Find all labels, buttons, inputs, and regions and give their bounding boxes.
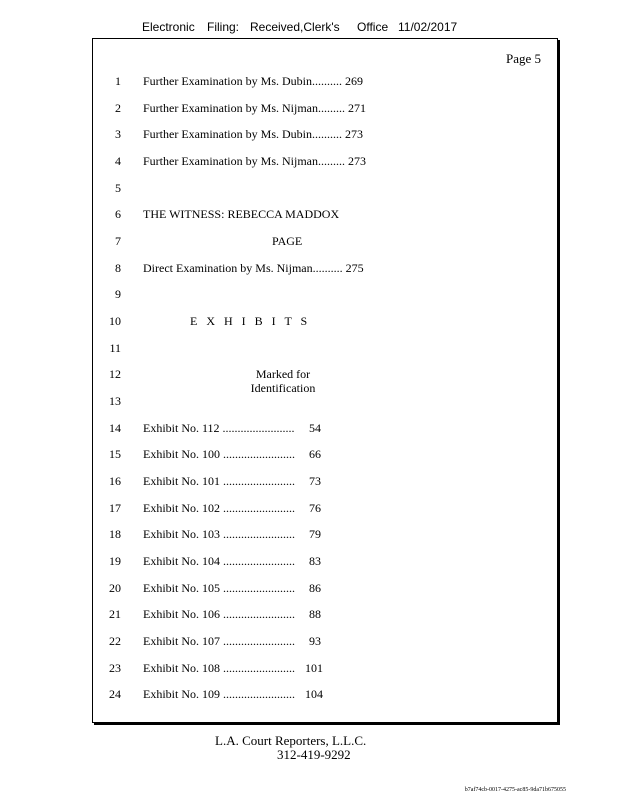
exhibit-label: Exhibit No. 102 ........................: [143, 501, 295, 515]
line-number: 16: [109, 474, 121, 488]
line-number: 18: [109, 527, 121, 541]
exhibit-row: [93, 554, 557, 570]
exhibit-label: Exhibit No. 108 ........................: [143, 661, 295, 675]
exhibit-label: Exhibit No. 109 ........................: [143, 687, 295, 701]
filing-stamp: [0, 20, 618, 36]
document-id: b7af74cb-0017-4275-ac85-9da71b675055: [464, 787, 566, 793]
exhibit-row: [93, 501, 557, 517]
line-number: 24: [109, 687, 121, 701]
line-text: Further Examination by Ms. Nijman......... 273: [143, 154, 366, 168]
exhibit-row: [93, 661, 557, 677]
exhibit-row: [93, 447, 557, 463]
exhibits-heading: E X H I B I T S: [190, 314, 311, 328]
exhibit-page: 83: [309, 554, 321, 568]
exhibit-page: 104: [305, 687, 323, 701]
transcript-line: [93, 287, 557, 303]
exhibit-page: 54: [309, 421, 321, 435]
marked-for-label: Marked for: [255, 367, 311, 381]
stamp-word-filing: Filing:: [207, 20, 240, 34]
exhibit-page: 86: [309, 581, 321, 595]
reporter-phone: 312-419-9292: [277, 747, 351, 762]
line-number: 6: [115, 207, 121, 221]
line-text: Further Examination by Ms. Nijman......... 271: [143, 101, 366, 115]
transcript-page: [92, 38, 558, 723]
line-number: 2: [115, 101, 121, 115]
line-text: Further Examination by Ms. Dubin.......... 269: [143, 74, 363, 88]
line-number: 1: [115, 74, 121, 88]
line-number: 9: [115, 287, 121, 301]
exhibit-page: 76: [309, 501, 321, 515]
line-number: 3: [115, 127, 121, 141]
line-number: 10: [109, 314, 121, 328]
stamp-word-office: Office: [357, 20, 389, 34]
exhibit-row: [93, 581, 557, 597]
line-number: 17: [109, 501, 121, 515]
exhibit-label: Exhibit No. 104 ........................: [143, 554, 295, 568]
transcript-line: [93, 207, 557, 223]
exhibit-row: [93, 474, 557, 490]
exhibit-page: 93: [309, 634, 321, 648]
exhibit-page: 101: [305, 661, 323, 675]
exhibit-row: [93, 634, 557, 650]
transcript-line: [93, 101, 557, 117]
transcript-line: [93, 234, 557, 250]
transcript-line: [93, 154, 557, 170]
line-number: 4: [115, 154, 121, 168]
line-number: 12: [109, 367, 121, 381]
exhibit-page: 79: [309, 527, 321, 541]
transcript-line: [93, 261, 557, 277]
exhibit-label: Exhibit No. 100 ........................: [143, 447, 295, 461]
witness-heading: THE WITNESS: REBECCA MADDOX: [143, 207, 340, 221]
stamp-word-electronic: Electronic: [142, 20, 195, 34]
line-number: 23: [109, 661, 121, 675]
line-number: 7: [115, 234, 121, 248]
exhibit-row: [93, 527, 557, 543]
page-column-heading: PAGE: [272, 234, 303, 248]
stamp-date: 11/02/2017: [398, 20, 458, 34]
exhibit-label: Exhibit No. 107 ........................: [143, 634, 295, 648]
page-number: Page 5: [505, 51, 541, 66]
identification-label: Identification: [250, 381, 316, 395]
exhibit-label: Exhibit No. 112 ........................: [143, 421, 295, 435]
line-number: 8: [115, 261, 121, 275]
transcript-line: [93, 181, 557, 197]
exhibit-row: [93, 421, 557, 437]
transcript-line: [93, 127, 557, 143]
line-number: 11: [109, 341, 121, 355]
line-number: 5: [115, 181, 121, 195]
line-text: Further Examination by Ms. Dubin.......... 273: [143, 127, 363, 141]
line-number: 13: [109, 394, 121, 408]
transcript-line: [93, 394, 557, 410]
line-number: 20: [109, 581, 121, 595]
exhibit-row: [93, 607, 557, 623]
line-number: 21: [109, 607, 121, 621]
exhibit-label: Exhibit No. 101 ........................: [143, 474, 295, 488]
exhibit-label: Exhibit No. 106 ........................: [143, 607, 295, 621]
exhibit-row: [93, 687, 557, 703]
line-number: 22: [109, 634, 121, 648]
line-text: Direct Examination by Ms. Nijman.......... 275: [143, 261, 364, 275]
line-number: 14: [109, 421, 121, 435]
exhibit-page: 66: [309, 447, 321, 461]
exhibit-page: 73: [309, 474, 321, 488]
line-number: 15: [109, 447, 121, 461]
line-number: 19: [109, 554, 121, 568]
transcript-line: [93, 341, 557, 357]
exhibit-page: 88: [309, 607, 321, 621]
transcript-line: [93, 314, 557, 330]
stamp-word-received: Received,Clerk's: [250, 20, 340, 34]
transcript-line: [93, 74, 557, 90]
marked-for-identification-heading: [235, 367, 331, 395]
exhibit-label: Exhibit No. 103 ........................: [143, 527, 295, 541]
reporter-company: L.A. Court Reporters, L.L.C.: [215, 733, 367, 748]
exhibit-label: Exhibit No. 105 ........................: [143, 581, 295, 595]
